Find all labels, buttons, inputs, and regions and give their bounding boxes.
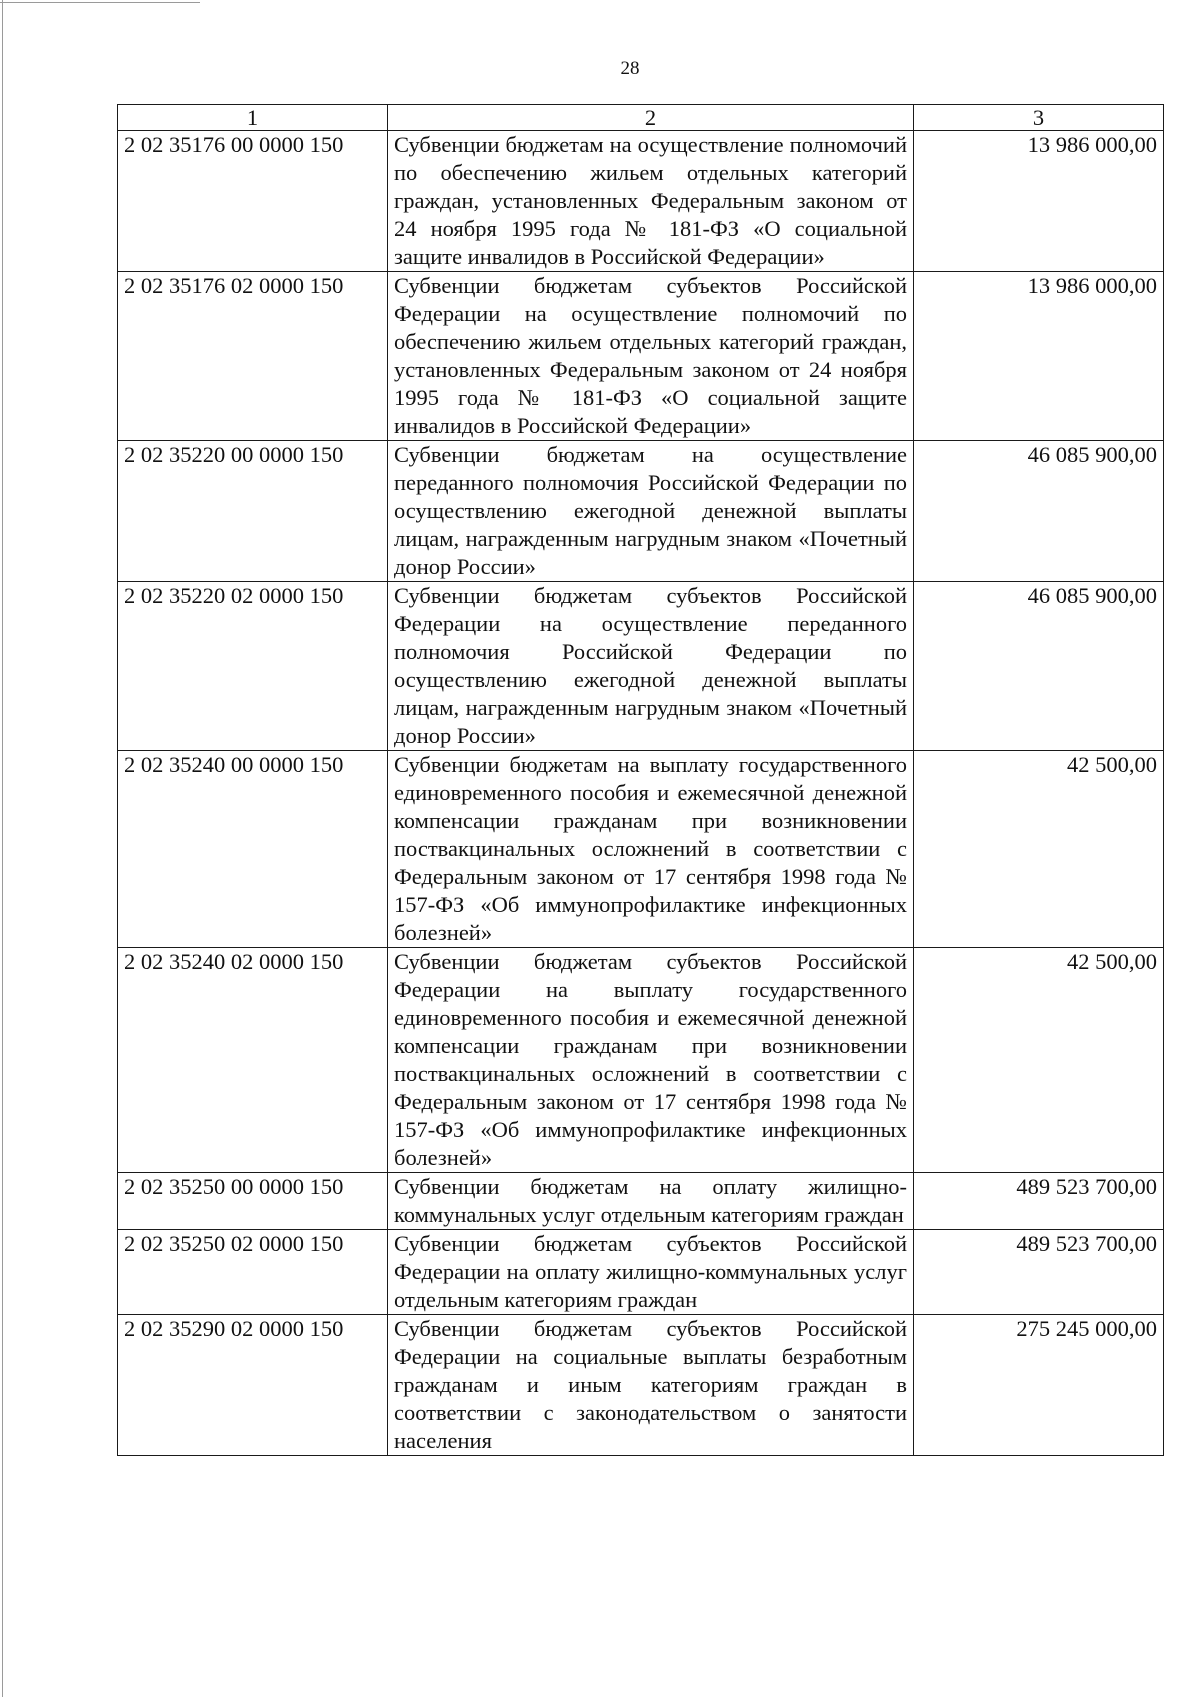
amount-cell: 42 500,00 bbox=[914, 751, 1164, 948]
amount-cell: 46 085 900,00 bbox=[914, 582, 1164, 751]
table-container bbox=[117, 104, 1164, 1456]
budget-code-cell: 2 02 35176 00 0000 150 bbox=[118, 131, 388, 272]
budget-code-cell: 2 02 35220 00 0000 150 bbox=[118, 441, 388, 582]
page-number: 28 bbox=[620, 58, 640, 79]
amount-cell: 489 523 700,00 bbox=[914, 1230, 1164, 1315]
budget-code-cell: 2 02 35250 00 0000 150 bbox=[118, 1173, 388, 1230]
amount-cell: 13 986 000,00 bbox=[914, 131, 1164, 272]
amount-cell: 46 085 900,00 bbox=[914, 441, 1164, 582]
description-cell: Субвенции бюджетам на осуществление переданного полномочия Российской Федерации по осуществлению ежегодной денежной выплаты лицам, награжденным нагрудным знаком «Почетный донор России» bbox=[388, 441, 914, 582]
budget-code-cell: 2 02 35220 02 0000 150 bbox=[118, 582, 388, 751]
description-cell: Субвенции бюджетам на оплату жилищно-коммунальных услуг отдельным категориям граждан bbox=[388, 1173, 914, 1230]
budget-code-cell: 2 02 35290 02 0000 150 bbox=[118, 1315, 388, 1456]
table-row bbox=[118, 582, 1164, 751]
description-cell: Субвенции бюджетам субъектов Российской Федерации на оплату жилищно-коммунальных услуг отдельным категориям граждан bbox=[388, 1230, 914, 1315]
column-header-1: 1 bbox=[118, 105, 388, 131]
left-margin-rule bbox=[2, 0, 3, 1697]
subventions-table bbox=[117, 104, 1164, 1456]
table-row bbox=[118, 1315, 1164, 1456]
table-row bbox=[118, 751, 1164, 948]
top-corner-rule bbox=[0, 2, 200, 3]
budget-code-cell: 2 02 35250 02 0000 150 bbox=[118, 1230, 388, 1315]
amount-cell: 13 986 000,00 bbox=[914, 272, 1164, 441]
description-cell: Субвенции бюджетам на выплату государственного единовременного пособия и ежемесячной денежной компенсации гражданам при возникновении поствакцинальных осложнений в соответствии с Федеральным законом от 17 сентября 1998 года № 157-ФЗ «Об иммунопрофилактике инфекционных болезней» bbox=[388, 751, 914, 948]
amount-cell: 275 245 000,00 bbox=[914, 1315, 1164, 1456]
description-cell: Субвенции бюджетам субъектов Российской Федерации на осуществление переданного полномочия Российской Федерации по осуществлению ежегодной денежной выплаты лицам, награжденным нагрудным знаком «Почетный донор России» bbox=[388, 582, 914, 751]
budget-code-cell: 2 02 35240 02 0000 150 bbox=[118, 948, 388, 1173]
amount-cell: 489 523 700,00 bbox=[914, 1173, 1164, 1230]
table-header-row bbox=[118, 105, 1164, 131]
table-row bbox=[118, 1173, 1164, 1230]
budget-code-cell: 2 02 35240 00 0000 150 bbox=[118, 751, 388, 948]
budget-code-cell: 2 02 35176 02 0000 150 bbox=[118, 272, 388, 441]
table-row bbox=[118, 441, 1164, 582]
table-row bbox=[118, 131, 1164, 272]
table-row bbox=[118, 272, 1164, 441]
table-row bbox=[118, 948, 1164, 1173]
amount-cell: 42 500,00 bbox=[914, 948, 1164, 1173]
table-row bbox=[118, 1230, 1164, 1315]
description-cell: Субвенции бюджетам на осуществление полномочий по обеспечению жильем отдельных категорий граждан, установленных Федеральным законом от 24 ноября 1995 года № 181-ФЗ «О социальной защите инвалидов в Российской Федерации» bbox=[388, 131, 914, 272]
description-cell: Субвенции бюджетам субъектов Российской Федерации на выплату государственного единовременного пособия и ежемесячной денежной компенсации гражданам при возникновении поствакцинальных осложнений в соответствии с Федеральным законом от 17 сентября 1998 года № 157-ФЗ «Об иммунопрофилактике инфекционных болезней» bbox=[388, 948, 914, 1173]
column-header-3: 3 bbox=[914, 105, 1164, 131]
description-cell: Субвенции бюджетам субъектов Российской Федерации на социальные выплаты безработным гражданам и иным категориям граждан в соответствии с законодательством о занятости населения bbox=[388, 1315, 914, 1456]
description-cell: Субвенции бюджетам субъектов Российской Федерации на осуществление полномочий по обеспечению жильем отдельных категорий граждан, установленных Федеральным законом от 24 ноября 1995 года № 181-ФЗ «О социальной защите инвалидов в Российской Федерации» bbox=[388, 272, 914, 441]
column-header-2: 2 bbox=[388, 105, 914, 131]
